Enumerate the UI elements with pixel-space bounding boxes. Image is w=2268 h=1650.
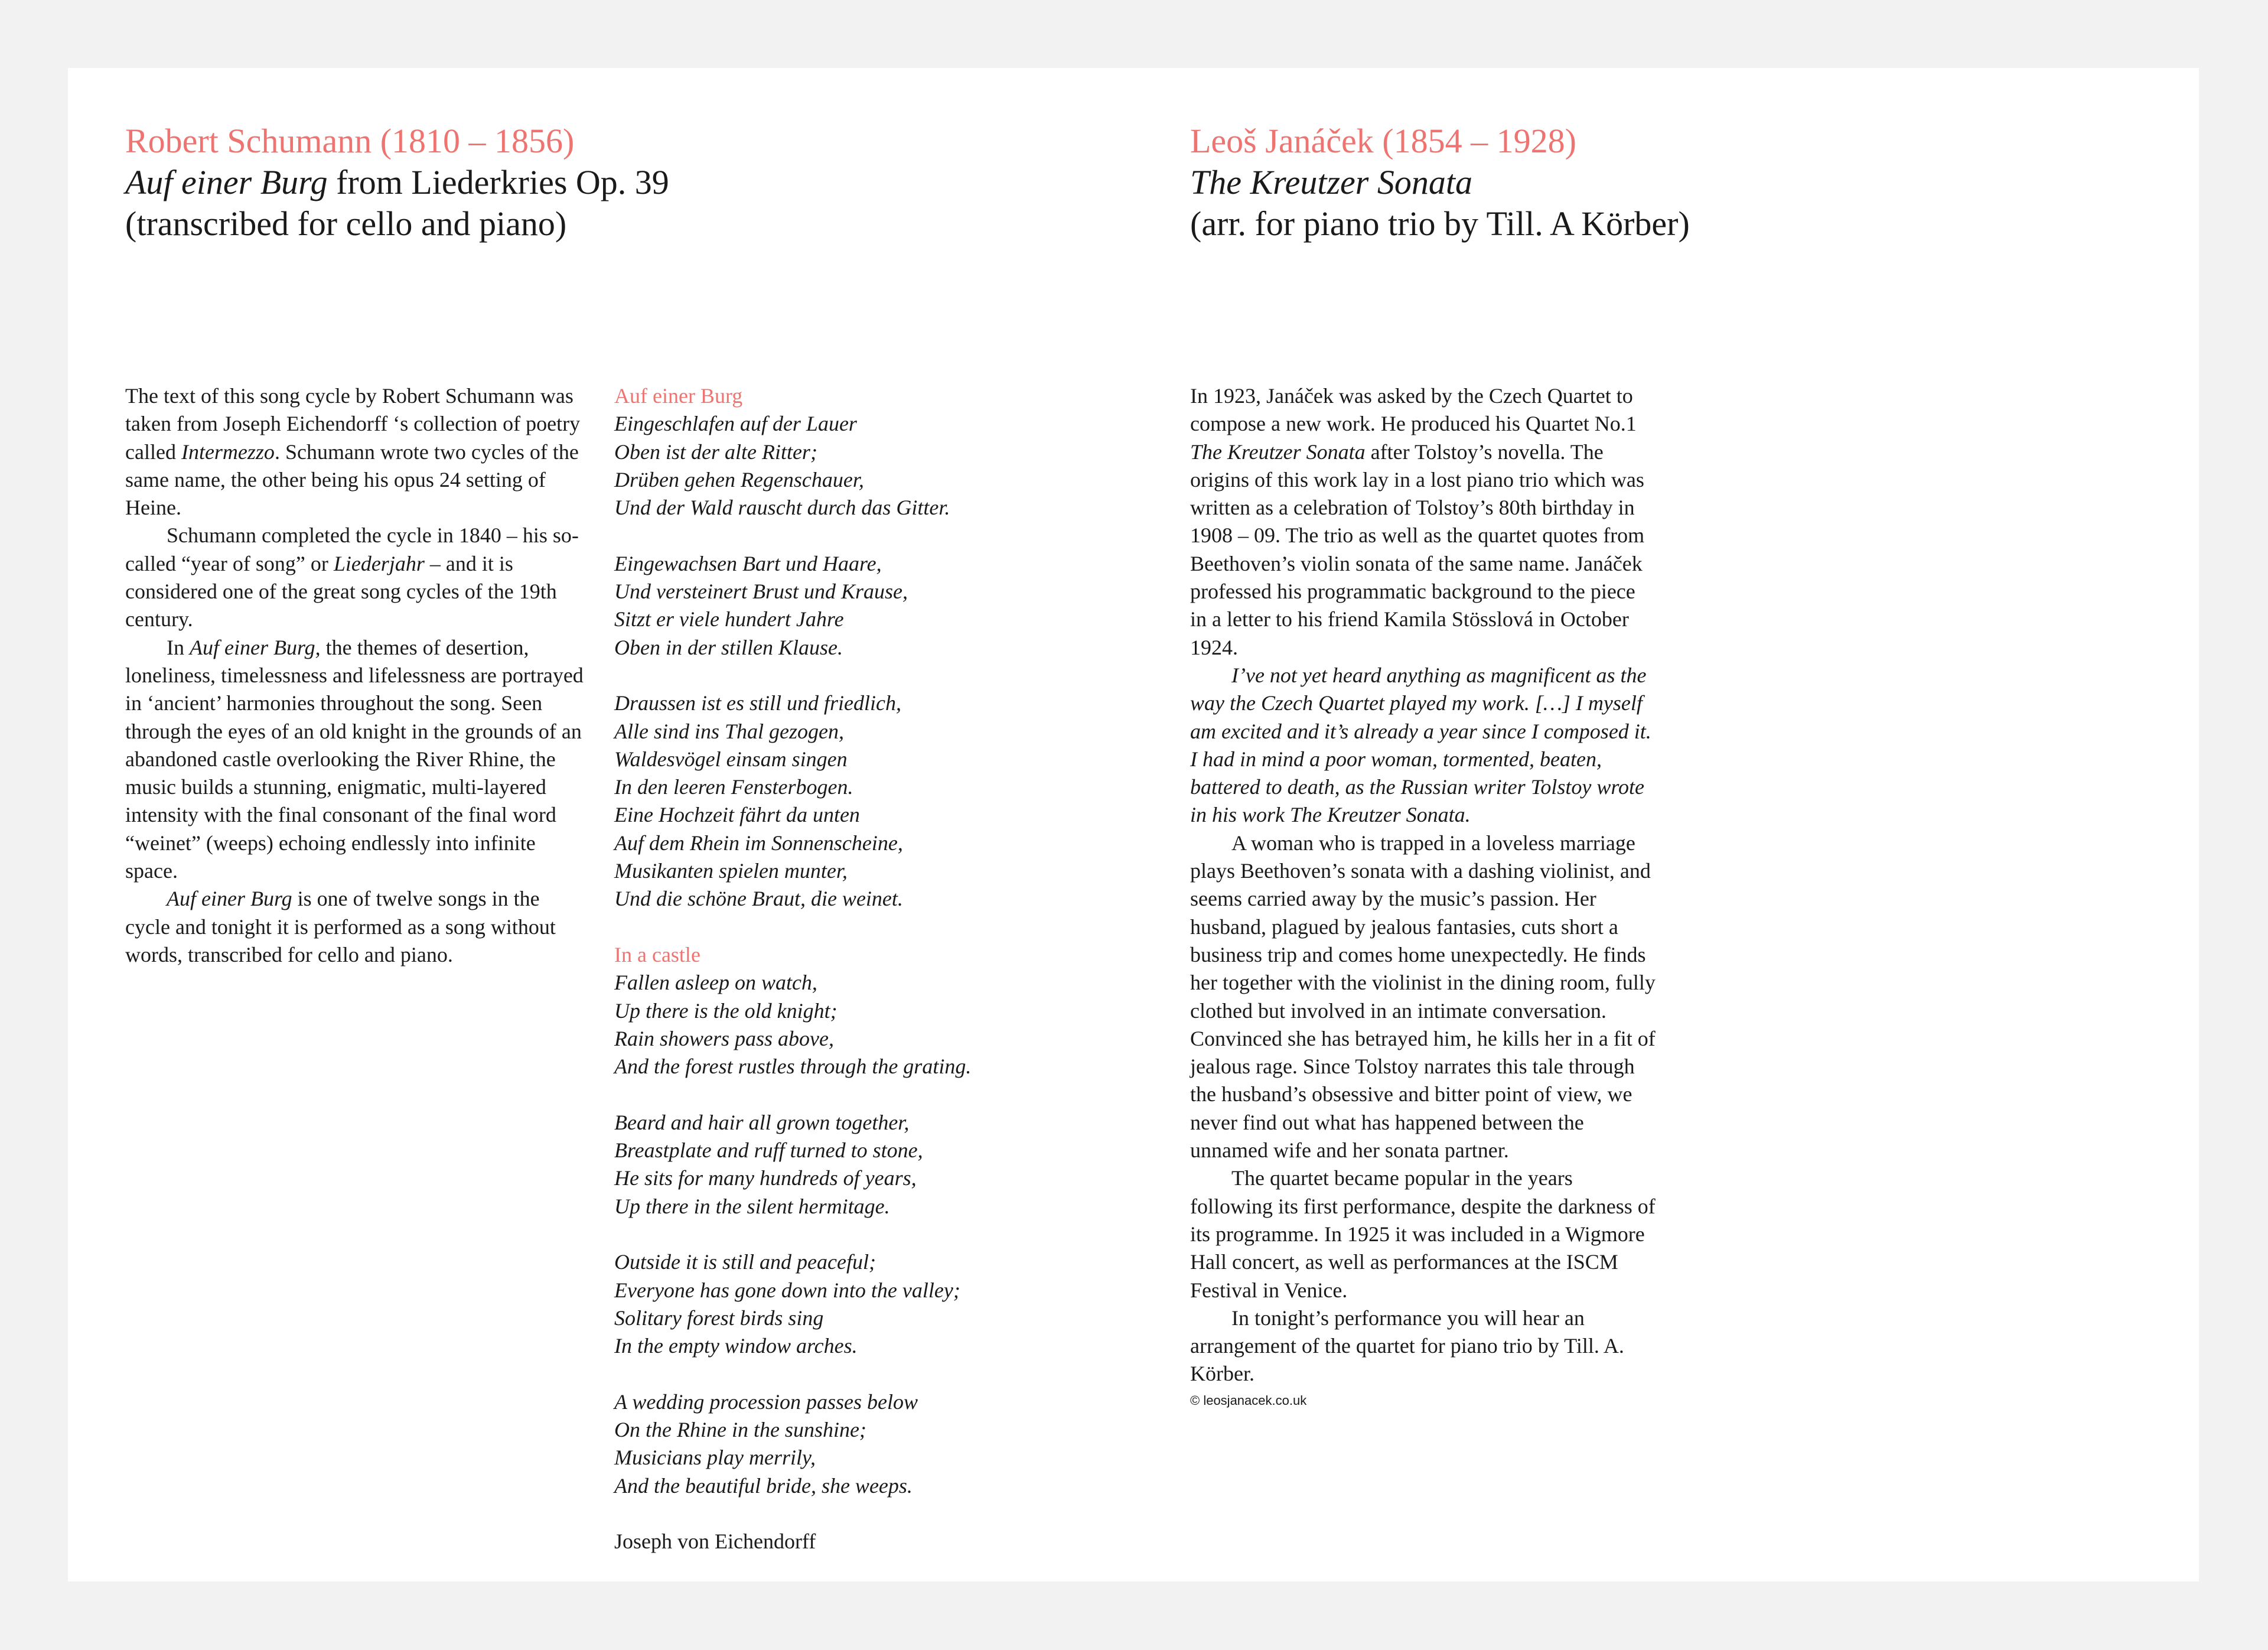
poem-stanza xyxy=(614,689,1063,913)
english-poem xyxy=(614,969,1063,1500)
text-run-italic: Liederjahr xyxy=(333,551,425,575)
poem-stanza xyxy=(614,1109,1063,1221)
poem-stanza xyxy=(614,1248,1063,1360)
poem-line: Draussen ist es still und friedlich, xyxy=(614,691,901,715)
text-run-italic: Intermezzo xyxy=(181,440,275,464)
poem-line: A wedding procession passes below xyxy=(614,1389,918,1414)
german-poem-title: Auf einer Burg xyxy=(614,384,743,408)
poem-line: He sits for many hundreds of years, xyxy=(614,1166,917,1190)
poem-line: Eine Hochzeit fährt da unten xyxy=(614,803,860,827)
poem-line: Fallen asleep on watch, xyxy=(614,971,817,995)
text-run: the themes of desertion, loneliness, timelessness and lifelessness are portrayed in ‘ancient’ harmonies throughout the song. Seen through the eyes of an old knight in the grounds of an abandoned castle overlooking the River Rhine, the music builds a stunning, enigmatic, multi-layered intensity with the final consonant of the final word “weinet” (weeps) echoing endlessly into infinite space. xyxy=(125,635,584,883)
janacek-subtitle: (arr. for piano trio by Till. A Körber) xyxy=(1190,204,1690,243)
poem-column xyxy=(614,382,1063,1555)
poem-stanza xyxy=(614,550,1063,662)
poem-line: Oben in der stillen Klause. xyxy=(614,635,843,659)
poem-line: Musikanten spielen munter, xyxy=(614,859,848,883)
poem-line: Und der Wald rauscht durch das Gitter. xyxy=(614,496,950,520)
poem-line: On the Rhine in the sunshine; xyxy=(614,1417,866,1441)
poem-line: Drüben gehen Regenschauer, xyxy=(614,467,864,492)
poem-line: Breastplate and ruff turned to stone, xyxy=(614,1138,923,1163)
poem-line: Everyone has gone down into the valley; xyxy=(614,1278,960,1302)
poem-line: Waldesvögel einsam singen xyxy=(614,747,848,771)
text-run: Schumann completed the cycle in 1840 – his so-called “year of song” or xyxy=(125,523,579,575)
text-run: . Schumann wrote two cycles of the same name, the other being his opus 24 setting of Heine. xyxy=(125,440,579,520)
schumann-composer-title: Robert Schumann (1810 – 1856) xyxy=(125,122,575,160)
copyright-credit: © leosjanacek.co.uk xyxy=(1190,1392,1307,1408)
janacek-composer-title: Leoš Janáček (1854 – 1928) xyxy=(1190,122,1576,160)
janacek-quote: I’ve not yet heard anything as magnificent as the way the Czech Quartet played my work. […] I myself am excited and it’s already a year since I composed it. I had in mind a poor woman, tormented, beaten, battered to death, as the Russian writer Tolstoy wrote in his work The Kreutzer Sonata. xyxy=(1190,663,1651,827)
janacek-work-title: The Kreutzer Sonata xyxy=(1190,163,1472,201)
janacek-paragraph-1 xyxy=(1190,382,1657,662)
text-run: In xyxy=(167,635,190,659)
poem-line: Alle sind ins Thal gezogen, xyxy=(614,719,844,743)
poem-line: Outside it is still and peaceful; xyxy=(614,1250,876,1274)
janacek-essay xyxy=(1190,382,1657,1410)
poem-author: Joseph von Eichendorff xyxy=(614,1529,816,1554)
poem-line: Solitary forest birds sing xyxy=(614,1306,824,1330)
poem-line: Up there is the old knight; xyxy=(614,998,838,1023)
schumann-essay xyxy=(125,382,589,969)
schumann-work-title-rest: from Liederkries Op. 39 xyxy=(327,163,669,201)
poem-line: And the beautiful bride, she weeps. xyxy=(614,1473,913,1498)
text-run: – and it is considered one of the great song cycles of the 19th century. xyxy=(125,551,557,632)
poem-stanza xyxy=(614,969,1063,1081)
poem-line: Musicians play merrily, xyxy=(614,1446,816,1470)
text-run-italic: The Kreutzer Sonata xyxy=(1190,440,1366,464)
schumann-paragraph-1 xyxy=(125,382,589,522)
poem-line: In den leeren Fensterbogen. xyxy=(614,775,853,799)
text-run: The text of this song cycle by Robert Schumann was taken from Joseph Eichendorff ‘s collection of poetry called xyxy=(125,384,581,464)
english-poem-title: In a castle xyxy=(614,942,700,966)
poem-line: Up there in the silent hermitage. xyxy=(614,1194,890,1218)
poem-line: Rain showers pass above, xyxy=(614,1026,834,1050)
janacek-paragraph-4: The quartet became popular in the years following its first performance, despite the darkness of its programme. In 1925 it was included in a Wigmore Hall concert, as well as performances at the ISCM Festival in Venice. xyxy=(1190,1166,1656,1302)
schumann-work-title xyxy=(125,162,669,203)
poem-line: Sitzt er viele hundert Jahre xyxy=(614,607,844,632)
poem-line: Oben ist der alte Ritter; xyxy=(614,440,817,464)
poem-line: And the forest rustles through the grating. xyxy=(614,1055,972,1079)
janacek-header xyxy=(1190,121,1690,245)
german-poem xyxy=(614,410,1063,913)
text-run-italic: Auf einer Burg, xyxy=(190,635,321,659)
poem-line: In the empty window arches. xyxy=(614,1334,858,1358)
poem-line: Eingewachsen Bart und Haare, xyxy=(614,551,882,575)
text-run: is one of twelve songs in the cycle and tonight it is performed as a song without words, transcribed for cello and piano. xyxy=(125,887,556,966)
janacek-paragraph-5: In tonight’s performance you will hear an arrangement of the quartet for piano trio by Till. A. Körber. xyxy=(1190,1306,1624,1386)
schumann-paragraph-4 xyxy=(125,885,589,969)
janacek-paragraph-3: A woman who is trapped in a loveless marriage plays Beethoven’s sonata with a dashing violinist, and seems carried away by the music’s passion. Her husband, plagued by jealous fantasies, cuts short a business trip and comes home unexpectedly. He finds her together with the violinist in the dining room, fully clothed but involved in an intimate conversation. Convinced she has betrayed him, he kills her in a fit of jealous rage. Since Tolstoy narrates this tale through the husband’s obsessive and bitter point of view, we never find out what has happened between the unnamed wife and her sonata partner. xyxy=(1190,831,1656,1163)
program-spread xyxy=(68,68,2199,1581)
schumann-work-title-italic: Auf einer Burg xyxy=(125,163,328,201)
poem-line: Und die schöne Braut, die weinet. xyxy=(614,887,903,911)
text-run-italic: Auf einer Burg xyxy=(167,887,292,911)
poem-line: Beard and hair all grown together, xyxy=(614,1110,910,1134)
schumann-paragraph-3 xyxy=(125,634,589,886)
poem-line: Und versteinert Brust und Krause, xyxy=(614,580,908,604)
schumann-header xyxy=(125,121,669,245)
poem-stanza xyxy=(614,1388,1063,1500)
poem-line: Auf dem Rhein im Sonnenscheine, xyxy=(614,831,903,855)
schumann-paragraph-2 xyxy=(125,522,589,633)
text-run: after Tolstoy’s novella. The origins of this work lay in a lost piano trio which was written as a celebration of Tolstoy’s 80th birthday in 1908 – 09. The trio as well as the quartet quotes from Beethoven’s violin sonata of the same name. Janáček professed his programmatic background to the piece in a letter to his friend Kamila Stösslová in October 1924. xyxy=(1190,440,1645,659)
schumann-subtitle: (transcribed for cello and piano) xyxy=(125,204,567,243)
text-run: In 1923, Janáček was asked by the Czech Quartet to compose a new work. He produced his Quartet No.1 xyxy=(1190,384,1637,436)
poem-line: Eingeschlafen auf der Lauer xyxy=(614,412,857,436)
poem-stanza xyxy=(614,410,1063,522)
